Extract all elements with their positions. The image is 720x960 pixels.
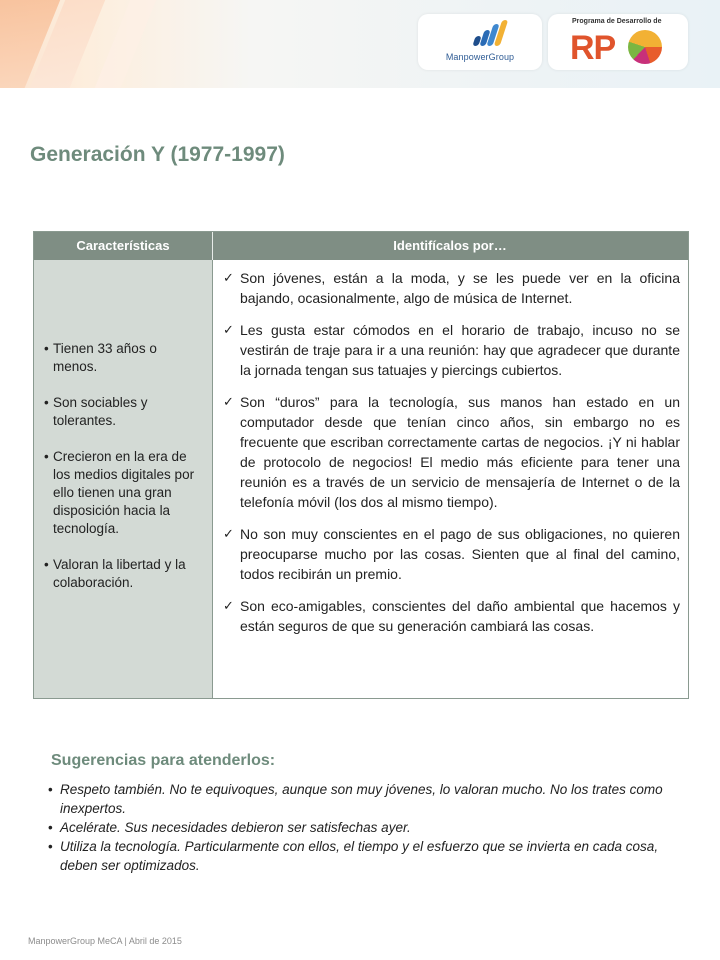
rpo-circle-icon xyxy=(628,30,662,64)
bullet: • xyxy=(44,449,49,464)
rpo-subtitle: Programa de Desarrollo de xyxy=(572,18,662,25)
manpowergroup-logo xyxy=(418,14,542,70)
rpo-letters xyxy=(570,30,615,66)
list-item xyxy=(44,340,202,376)
bullet: • xyxy=(44,341,49,356)
characteristic-text: Valoran la libertad y la colaboración. xyxy=(53,557,186,590)
identify-text: Son jóvenes, están a la moda, y se les puede ver en la oficina bajando, ocasionalmente, algo de música de Internet. xyxy=(240,270,680,306)
bullet: • xyxy=(48,839,53,854)
list-item xyxy=(44,556,202,592)
list-item xyxy=(223,392,680,512)
characteristic-text: Tienen 33 años o menos. xyxy=(53,341,157,374)
column-header-characteristics: Características xyxy=(76,238,170,253)
page-title: Generación Y (1977-1997) xyxy=(30,143,285,166)
suggestions-title: Sugerencias para atenderlos: xyxy=(51,752,276,769)
list-item xyxy=(48,780,688,818)
suggestion-text: Acelérate. Sus necesidades debieron ser satisfechas ayer. xyxy=(60,820,411,835)
header-band xyxy=(0,0,720,88)
list-item xyxy=(44,448,202,538)
bullet: • xyxy=(48,782,53,797)
check-icon: ✓ xyxy=(223,322,234,337)
generation-table xyxy=(33,231,689,699)
check-icon: ✓ xyxy=(223,526,234,541)
list-item xyxy=(44,394,202,430)
rpo-letters-text: RP xyxy=(570,29,616,67)
bullet: • xyxy=(44,557,49,572)
page-footer: ManpowerGroup MeCA | Abril de 2015 xyxy=(28,936,182,946)
check-icon: ✓ xyxy=(223,270,234,285)
identify-text: No son muy conscientes en el pago de sus obligaciones, no quieren preocuparse mucho por las cosas. Sienten que al final del camino, todos recibirán un premio. xyxy=(240,526,680,582)
characteristics-list xyxy=(44,340,202,592)
list-item xyxy=(223,320,680,380)
rpo-program-logo xyxy=(548,14,688,70)
check-icon: ✓ xyxy=(223,598,234,613)
bullet: • xyxy=(48,820,53,835)
identify-text: Les gusta estar cómodos en el horario de trabajo, incuso no se vestirán de traje para ir a una reunión: hay que agradecer que durante la jornada tengan sus tatuajes y piercings cubiertos. xyxy=(240,322,680,378)
table-header-row xyxy=(34,232,688,260)
column-header-identify: Identifícalos por… xyxy=(393,238,507,253)
bullet: • xyxy=(44,395,49,410)
manpower-logo-text: ManpowerGroup xyxy=(445,52,515,62)
suggestion-text: Utiliza la tecnología. Particularmente con ellos, el tiempo y el esfuerzo que se invierta en cada cosa, deben ser optimizados. xyxy=(60,839,659,873)
list-item xyxy=(223,524,680,584)
suggestions-list xyxy=(48,780,688,875)
manpower-bars-icon xyxy=(470,20,510,46)
list-item xyxy=(223,268,680,308)
list-item xyxy=(48,837,688,875)
identify-text: Son “duros” para la tecnología, sus manos han estado en un computador desde que tenían cinco años, sin embargo no es frecuente que escriban correctamente cartas de negocios. ¡Y ni hablar de protocolo de negocios! El medio más eficiente para tener una reunión es a través de un servicio de mensajería de Internet o de la telefonía móvil (los dos al mismo tiempo). xyxy=(240,394,680,510)
check-icon: ✓ xyxy=(223,394,234,409)
suggestion-text: Respeto también. No te equivoques, aunque son muy jóvenes, lo valoran mucho. No los trates como inexpertos. xyxy=(60,782,663,816)
identify-cell xyxy=(213,260,688,698)
characteristic-text: Crecieron en la era de los medios digitales por ello tienen una gran disposición hacia la tecnología. xyxy=(53,449,195,536)
characteristic-text: Son sociables y tolerantes. xyxy=(53,395,148,428)
characteristics-cell xyxy=(34,260,212,698)
list-item xyxy=(48,818,688,837)
list-item xyxy=(223,596,680,636)
identify-text: Son eco-amigables, conscientes del daño ambiental que hacemos y están seguros de que su generación cambiará las cosas. xyxy=(240,598,680,634)
